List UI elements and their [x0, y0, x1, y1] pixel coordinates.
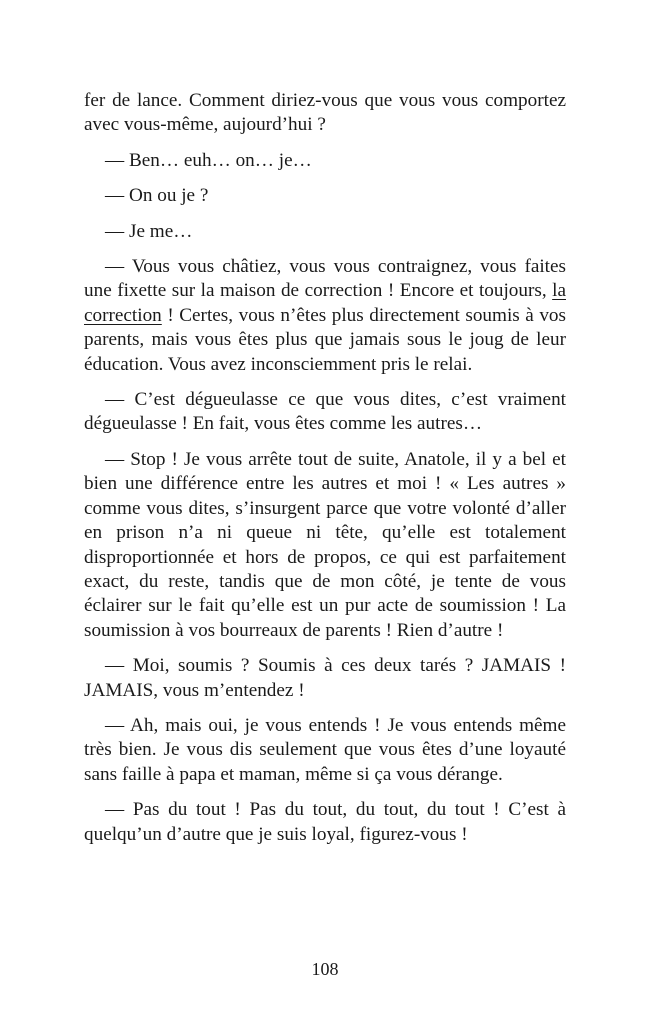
paragraph-5-start: — Vous vous châtiez, vous vous contraignez, vous faites une fixette sur la maison de correction ! Encore et toujours, — [84, 256, 566, 302]
underlined-phrase: la correction — [84, 280, 566, 326]
paragraph-4: — Je me… — [105, 220, 193, 242]
paragraph-6: — C’est dégueulasse ce que vous dites, c’est vraiment dégueulasse ! En fait, vous êtes comme les autres… — [84, 389, 566, 435]
body-text — [84, 89, 566, 858]
paragraph-5 — [84, 255, 566, 377]
paragraph-10: — Pas du tout ! Pas du tout, du tout, du tout ! C’est à quelqu’un d’autre que je suis loyal, figurez-vous ! — [84, 799, 566, 845]
paragraph-9: — Ah, mais oui, je vous entends ! Je vous entends même très bien. Je vous dis seulement que vous êtes d’une loyauté sans faille à papa et maman, même si ça vous dérange. — [84, 714, 566, 785]
page-number: 108 — [311, 959, 339, 979]
paragraph-1: fer de lance. Comment diriez-vous que vous vous comportez avec vous-même, aujourd’hui ? — [84, 90, 566, 136]
paragraph-8: — Moi, soumis ? Soumis à ces deux tarés ? JAMAIS ! JAMAIS, vous m’entendez ! — [84, 655, 566, 701]
paragraph-7: — Stop ! Je vous arrête tout de suite, Anatole, il y a bel et bien une différence entre les autres et moi ! « Les autres » comme vous dites, s’insurgent parce que votre volonté d’aller en prison n’a ni queue ni tête, qu’elle est totalement disproportionnée et hors de propos, ce qui est parfaitement exact, du reste, tandis que de mon côté, je tente de vous éclairer sur le fait qu’elle est un pur acte de soumission ! La soumission à vos bourreaux de parents ! Rien d’autre ! — [84, 448, 566, 641]
paragraph-3: — On ou je ? — [105, 185, 209, 207]
paragraph-2: — Ben… euh… on… je… — [105, 149, 312, 171]
paragraph-5-end: ! Certes, vous n’êtes plus directement soumis à vos parents, mais vous êtes plus que jamais sous le joug de leur éducation. Vous avez inconsciemment pris le relai. — [84, 304, 566, 375]
